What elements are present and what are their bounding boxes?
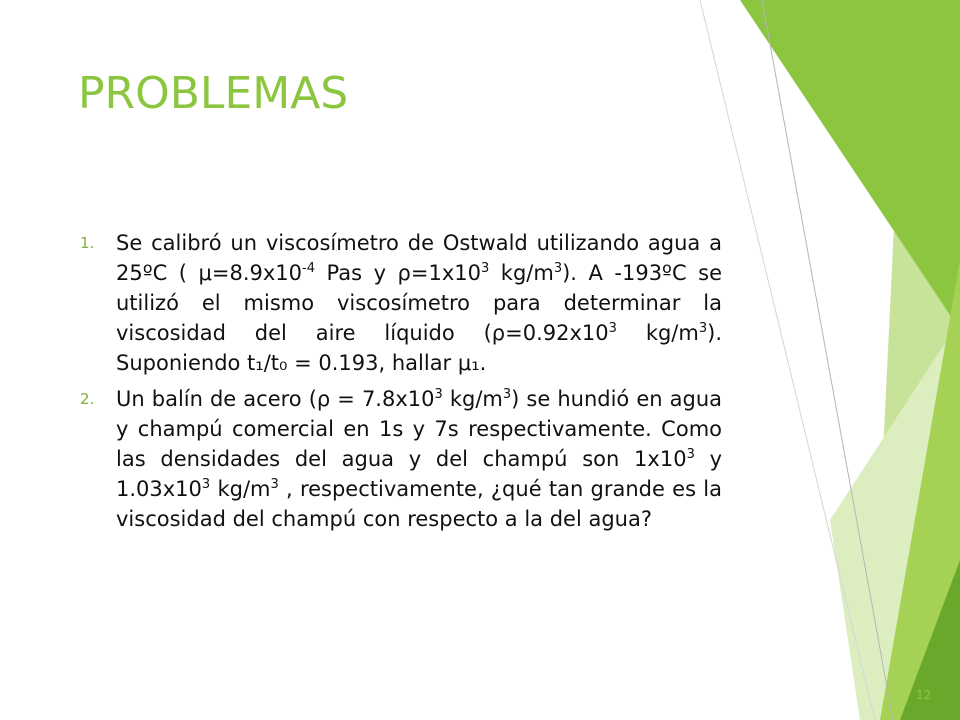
- superscript: 3: [502, 387, 512, 402]
- problem-text: [116, 387, 722, 531]
- page-number: 12: [916, 688, 932, 702]
- problem-number: 2.: [80, 390, 95, 408]
- superscript: 3: [553, 261, 563, 276]
- text-run: ). A -193ºC se utilizó el mismo viscosímetro para determinar la viscosidad del aire líquido (ρ=0.92x10: [116, 261, 723, 345]
- text-run: , respectivamente, ¿qué tan grande es la viscosidad del champú con respecto a la del agua?: [116, 477, 722, 531]
- text-run: y 1.03x10: [116, 447, 722, 501]
- problem-item-1: [80, 228, 722, 378]
- decor-shape-main-triangle: [740, 0, 960, 330]
- text-run: kg/m: [442, 387, 503, 411]
- superscript: -4: [302, 261, 315, 276]
- text-run: Pas y ρ=1x10: [315, 261, 481, 285]
- problem-text: [116, 231, 722, 375]
- text-run: kg/m: [210, 477, 271, 501]
- text-run: kg/m: [489, 261, 554, 285]
- superscript: 3: [608, 321, 617, 336]
- superscript: 3: [434, 387, 443, 402]
- slide-title: PROBLEMAS: [78, 68, 349, 119]
- superscript: 3: [686, 447, 695, 462]
- text-run: Se calibró un viscosímetro de Ostwald utilizando agua a 25ºC ( μ=8.9x10: [116, 231, 722, 285]
- problem-list: [80, 228, 722, 534]
- problem-number: 1.: [80, 234, 95, 252]
- superscript: 3: [270, 477, 279, 492]
- text-run: Un balín de acero (ρ = 7.8x10: [116, 387, 435, 411]
- text-run: ). Suponiendo t₁/t₀ = 0.193, hallar μ₁.: [116, 321, 722, 375]
- text-run: ) se hundió en agua y champú comercial en 1s y 7s respectivamente. Como las densidades del agua y del champú son 1x10: [116, 387, 722, 471]
- superscript: 3: [698, 321, 708, 336]
- problem-item-2: [80, 384, 722, 534]
- text-run: kg/m: [616, 321, 699, 345]
- superscript: 3: [201, 477, 211, 492]
- superscript: 3: [480, 261, 490, 276]
